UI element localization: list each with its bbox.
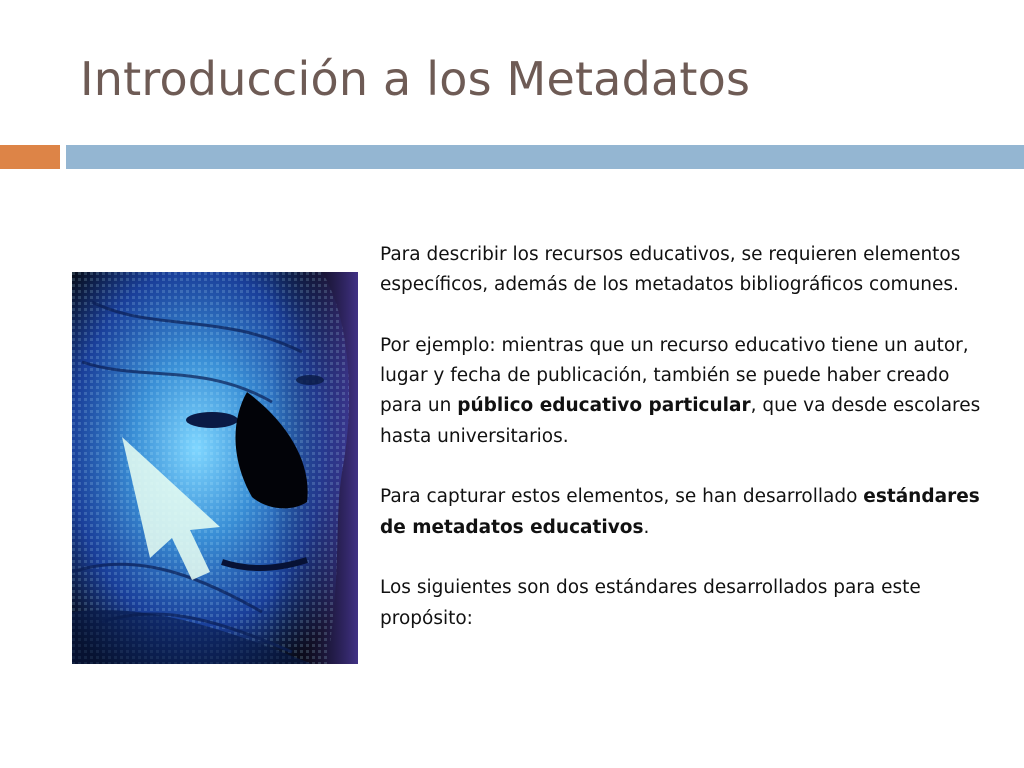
paragraph-1-text: Para describir los recursos educativos, se requieren elementos específicos, además de los metadatos bibliográficos comunes.: [380, 244, 961, 296]
paragraph-3-text-end: .: [643, 516, 650, 538]
face-projection-photo: [72, 272, 358, 664]
paragraph-3-text: Para capturar estos elementos, se han desarrollado: [380, 486, 864, 508]
paragraph-2-text-end: , que va desde escolares hasta universitarios.: [380, 395, 981, 447]
paragraph-4: [380, 573, 990, 634]
paragraph-3-emphasis: estándares de metadatos educativos: [380, 486, 980, 538]
accent-bar-blue: [66, 145, 1024, 169]
slide-body: [380, 240, 990, 634]
paragraph-2: [380, 331, 990, 452]
accent-bar-orange: [0, 145, 60, 169]
slide-title: Introducción a los Metadatos: [80, 52, 751, 106]
paragraph-3: [380, 482, 990, 543]
paragraph-2-emphasis: público educativo particular: [457, 395, 751, 417]
paragraph-4-text: Los siguientes son dos estándares desarrollados para este propósito:: [380, 577, 921, 629]
paragraph-1: [380, 240, 990, 301]
paragraph-2-text: Por ejemplo: mientras que un recurso educativo tiene un autor, lugar y fecha de publicación, también se puede haber creado para un: [380, 334, 969, 417]
